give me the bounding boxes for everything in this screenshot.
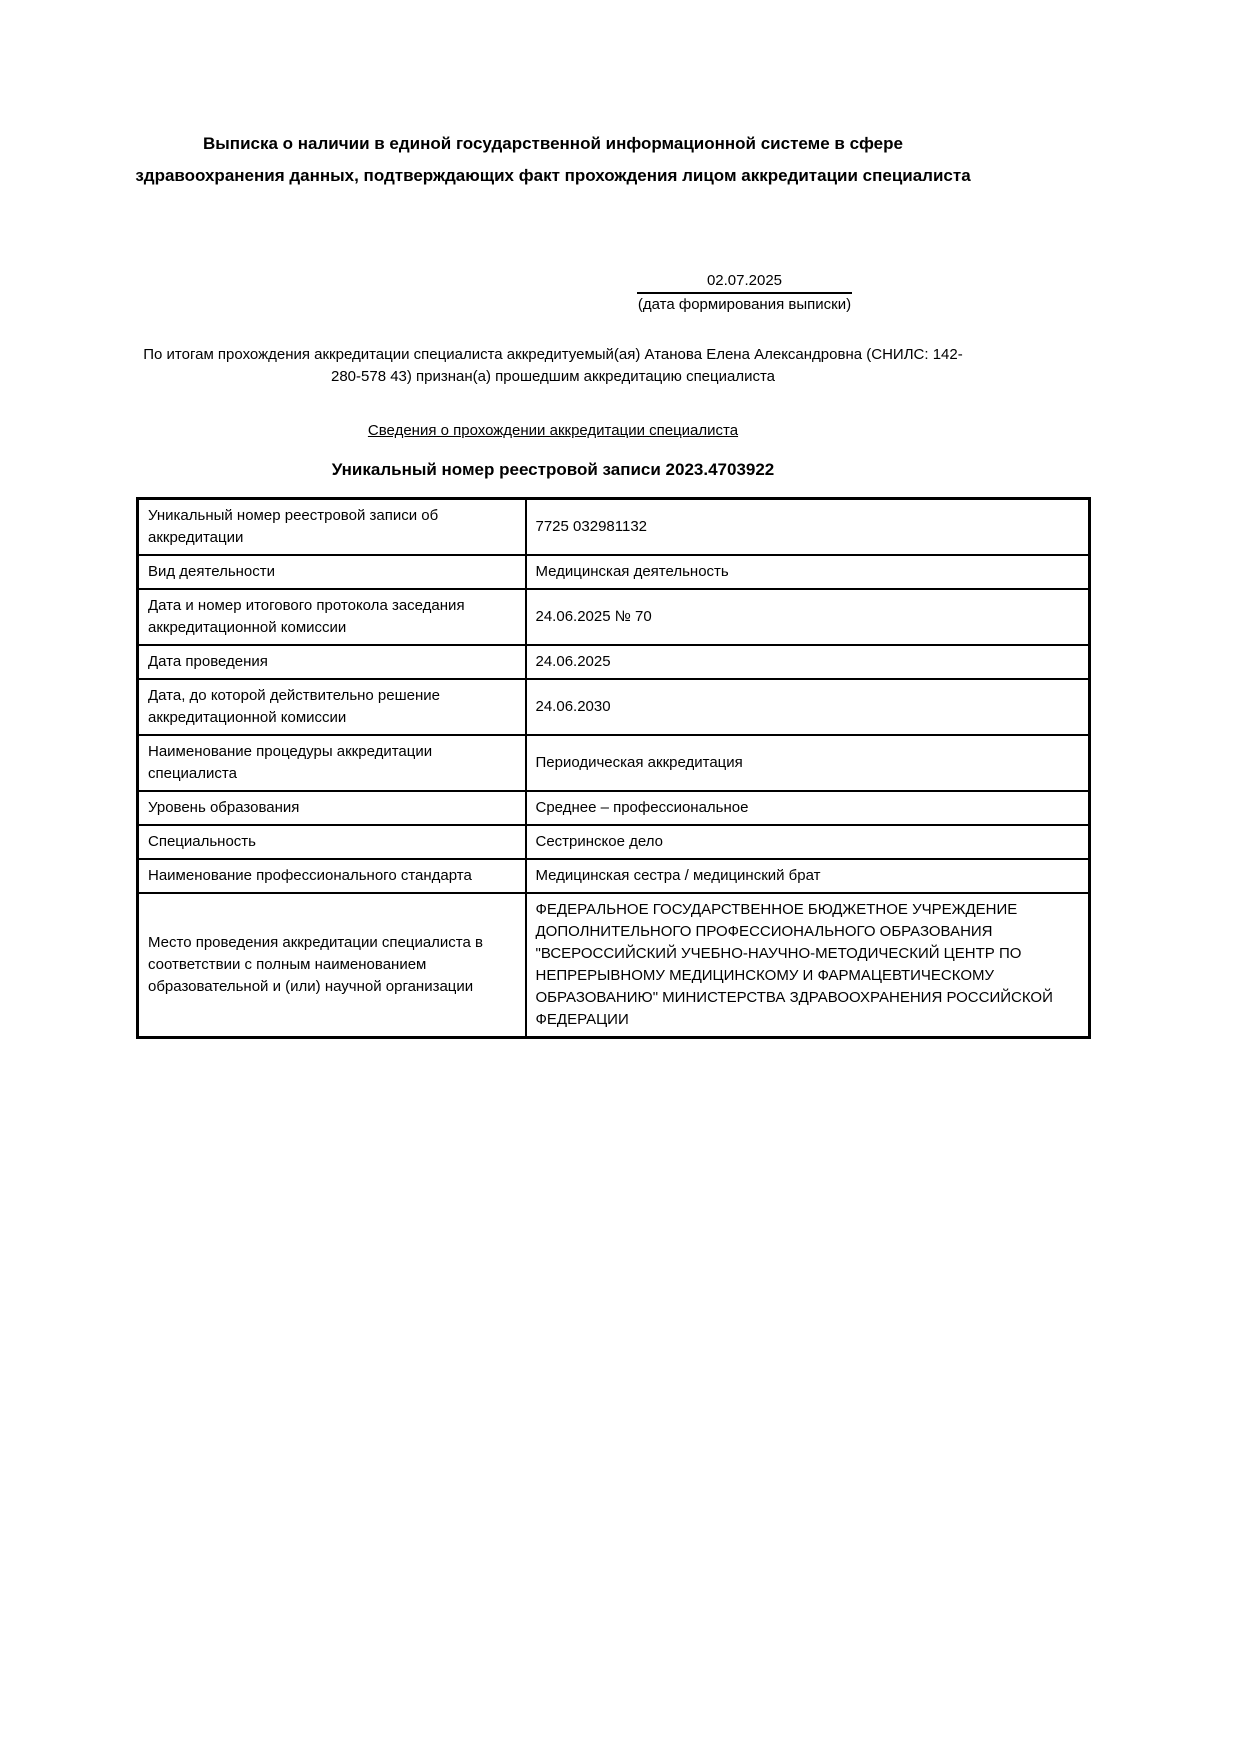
row-value: ФЕДЕРАЛЬНОЕ ГОСУДАРСТВЕННОЕ БЮДЖЕТНОЕ УЧРЕЖДЕНИЕ ДОПОЛНИТЕЛЬНОГО ПРОФЕССИОНАЛЬНОГО ОБРАЗОВАНИЯ "ВСЕРОССИЙСКИЙ УЧЕБНО-НАУЧНО-МЕТОДИЧЕСКИЙ ЦЕНТР ПО НЕПРЕРЫВНОМУ МЕДИЦИНСКОМУ И ФАРМАЦЕВТИЧЕСКОМУ ОБРАЗОВАНИЮ" МИНИСТЕРСТВА ЗДРАВООХРАНЕНИЯ РОССИЙСКОЙ ФЕДЕРАЦИИ: [526, 893, 1090, 1038]
row-value: 24.06.2025 № 70: [526, 589, 1090, 645]
document-title: Выписка о наличии в единой государственной информационной системе в сфере здравоохранения данных, подтверждающих факт прохождения лицом аккредитации специалиста: [135, 134, 971, 185]
row-label: Уровень образования: [138, 791, 526, 825]
table-row: [138, 791, 1090, 825]
row-value: 7725 032981132: [526, 499, 1090, 556]
row-value: 24.06.2030: [526, 679, 1090, 735]
table-row: [138, 735, 1090, 791]
row-value: Медицинская деятельность: [526, 555, 1090, 589]
table-row: [138, 893, 1090, 1038]
accreditation-table-body: [138, 499, 1090, 1038]
section-heading: Сведения о прохождении аккредитации специалиста: [367, 422, 739, 439]
table-row: [138, 555, 1090, 589]
row-value: Среднее – профессиональное: [526, 791, 1090, 825]
row-label: Дата, до которой действительно решение аккредитационной комиссии: [138, 679, 526, 735]
table-row: [138, 499, 1090, 556]
table-row: [138, 589, 1090, 645]
table-row: [138, 679, 1090, 735]
registry-number-heading: Уникальный номер реестровой записи 2023.4703922: [331, 460, 775, 479]
intro-paragraph: По итогам прохождения аккредитации специалиста аккредитуемый(ая) Атанова Елена Александровна (СНИЛС: 142-280-578 43) признан(а) прошедшим аккредитацию специалиста: [143, 346, 963, 385]
row-label: Наименование процедуры аккредитации специалиста: [138, 735, 526, 791]
row-label: Дата проведения: [138, 645, 526, 679]
row-value: Периодическая аккредитация: [526, 735, 1090, 791]
row-value: 24.06.2025: [526, 645, 1090, 679]
row-label: Место проведения аккредитации специалиста в соответствии с полным наименованием образовательной и (или) научной организации: [138, 893, 526, 1038]
table-row: [138, 859, 1090, 893]
row-label: Вид деятельности: [138, 555, 526, 589]
table-row: [138, 825, 1090, 859]
row-label: Уникальный номер реестровой записи об аккредитации: [138, 499, 526, 556]
row-label: Наименование профессионального стандарта: [138, 859, 526, 893]
extract-date-caption: (дата формирования выписки): [637, 296, 852, 313]
row-label: Специальность: [138, 825, 526, 859]
row-value: Медицинская сестра / медицинский брат: [526, 859, 1090, 893]
accreditation-table: [136, 497, 1091, 1039]
extract-date: 02.07.2025: [637, 271, 852, 294]
row-label: Дата и номер итогового протокола заседания аккредитационной комиссии: [138, 589, 526, 645]
row-value: Сестринское дело: [526, 825, 1090, 859]
table-row: [138, 645, 1090, 679]
date-block: [637, 271, 852, 314]
